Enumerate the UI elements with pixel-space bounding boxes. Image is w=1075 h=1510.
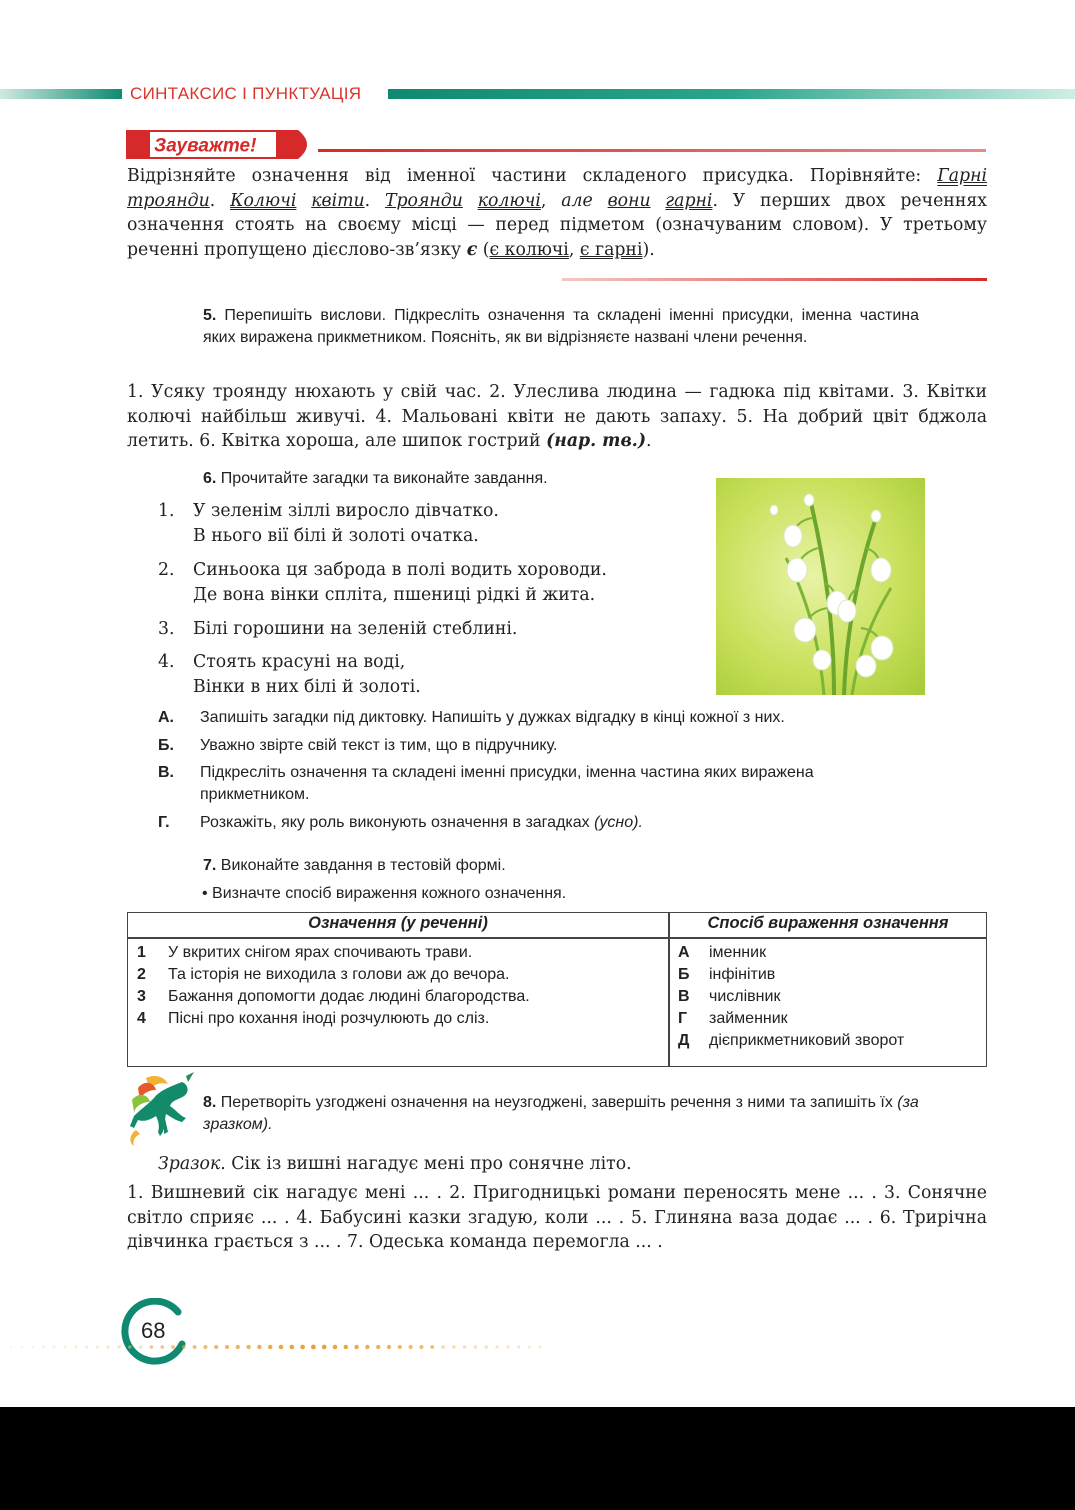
note-banner [126,128,316,161]
table-option: Г займенник [678,1010,788,1027]
riddle-1: 1. У зеленім зіллі виросло дівчатко. В нього вії білі й золоті очатка. [158,501,499,546]
table-row: 1 У вкритих снігом ярах спочивають трави. [137,944,473,961]
footer-dot [539,1346,542,1349]
footer-dot [10,1346,12,1348]
footer-dot [171,1345,175,1349]
task-8-instruction: 8. Перетворіть узгоджені означення на неузгоджені, завершіть речення з ними та запишіть їх (за зразком). [203,1094,919,1133]
footer-dot [182,1345,186,1349]
footer-dot [117,1345,120,1348]
table-header-expression: Спосіб вираження означення [707,914,949,932]
footer-dot [21,1346,23,1348]
footer-dot [495,1345,498,1348]
footer-dot [74,1346,77,1349]
footer-dot [430,1345,434,1349]
subtask-g: Г. Розкажіть, яку роль виконують означення в загадках (усно). [158,814,643,831]
footer-dot [528,1345,531,1348]
footer-dot [160,1345,164,1349]
footer-dot [322,1345,327,1350]
table-option: А іменник [678,944,767,961]
header-bar-left [0,89,122,99]
footer-dot [311,1345,316,1350]
riddle-4: 4. Стоять красуні на воді, Вінки в них білі й золоті. [158,652,421,697]
footer-dot [31,1346,34,1349]
table-divider-horizontal [128,937,986,939]
footer-dot [53,1346,56,1349]
lily-of-the-valley-image [716,478,925,695]
footer-dot [150,1345,154,1349]
riddle-3: 3. Білі горошини на зеленій стеблині. [158,619,518,639]
footer-dot [463,1345,467,1349]
footer-dot [441,1345,445,1349]
footer-dot [387,1345,391,1349]
footer-dot [85,1346,88,1349]
table-option: Д дієприкметниковий зворот [678,1032,905,1049]
footer-dot [96,1345,99,1348]
subtask-a: А. Запишіть загадки під диктовку. Напишіть у дужках відгадку в кінці кожної з них. [158,709,785,726]
footer-dot [279,1345,284,1350]
task-5-text: 1. Усяку троянду нюхають у свій час. 2. Улеслива людина — гадюка під квітами. 3. Квітки колючі найбільш живучі. 4. Мальовані квіти не дають запаху. 5. На добрий цвіт бджола летить. 6. Квітка хороша, але шипок гострий (нар. тв.). [127,382,987,451]
footer-dot [203,1345,207,1349]
subtask-v: В. Підкресліть означення та складені іменні присудки, іменна частина яких виражена прикметником. [158,764,814,803]
footer-dot [506,1345,509,1348]
footer-dot [398,1345,402,1349]
table-header-definitions: Означення (у реченні) [308,914,488,932]
footer-dot [289,1345,294,1350]
footer-dot [64,1346,67,1349]
footer-dots [5,1341,555,1353]
unicorn-icon [124,1070,200,1150]
note-badge: Зауважте! [154,135,257,157]
footer-dot [107,1345,110,1348]
test-table [127,912,987,1067]
task-5-instruction: 5. Перепишіть вислови. Підкресліть означення та складені іменні присудки, іменна частина яких виражена прикметником. Поясніть, як ви відрізняєте названі члени речення. [203,307,919,346]
task-8-text: 1. Вишневий сік нагадує мені ... . 2. Пригодницькі романи переносять мене ... . 3. Сонячне світло сприяє ... . 4. Бабусині казки згадую, коли ... . 5. Глиняна ваза додає ... . 6. Трирічна дівчинка грається з ... . 7. Одеська команда перемогла ... . [127,1183,987,1252]
footer-dot [246,1345,250,1349]
table-option: В числівник [678,988,781,1005]
footer-dot [376,1345,380,1349]
footer-dot [225,1345,229,1349]
task-6-instruction: 6. Прочитайте загадки та виконайте завдання. [203,470,548,487]
note-divider-bottom [562,278,987,281]
footer-dot [344,1345,349,1350]
footer-dot [517,1345,520,1348]
footer-dot [419,1345,423,1349]
bottom-black-bar [0,1407,1075,1510]
footer-dot [474,1345,478,1349]
footer-dot [268,1345,272,1349]
footer-dot [484,1345,487,1348]
footer-dot [409,1345,413,1349]
footer-dot [452,1345,456,1349]
header-bar-right [388,89,1075,99]
note-divider-top [318,149,986,152]
footer-dot [193,1345,197,1349]
table-option: Б інфінітив [678,966,776,983]
page-number: 68 [141,1318,166,1343]
table-row: 3 Бажання допомогти додає людині благородства. [137,988,530,1005]
footer-dot [42,1346,45,1349]
task-7-instruction: 7. Виконайте завдання в тестовій формі. • Визначте спосіб вираження кожного означення. [202,857,567,902]
footer-dot [257,1345,261,1349]
table-row: 2 Та історія не виходила з голови аж до вечора. [137,966,510,983]
riddle-2: 2. Синьоока ця заброда в полі водить хороводи. Де вона вінки спліта, пшениці рідкі й жита. [158,560,607,605]
footer-dot [128,1345,131,1348]
footer-dot [333,1345,338,1350]
footer-dot [354,1345,358,1349]
footer-dot [300,1345,305,1350]
task-8-sample: Зразок. Сік із вишні нагадує мені про сонячне літо. [158,1154,632,1174]
footer-dot [214,1345,218,1349]
footer-dot [365,1345,369,1349]
table-divider-vertical [668,913,670,1066]
footer-dot [139,1345,142,1348]
subtask-b: Б. Уважно звірте свій текст із тим, що в підручнику. [158,737,558,754]
section-title: СИНТАКСИС І ПУНКТУАЦІЯ [130,84,362,103]
note-text: Відрізняйте означення від іменної частини складеного присудка. Порівняйте: Гарні троянди. Колючі квіти. Троянди колючі, але вони гарні. У перших двох реченнях означення стоять на своєму місці — перед підметом (означуваним словом). У третьому реченні пропущено дієслово-зв’язку є (є колючі, є гарні). [127,166,987,260]
footer-dot [236,1345,240,1349]
table-row: 4 Пісні про кохання іноді розчулюють до сліз. [137,1010,490,1027]
